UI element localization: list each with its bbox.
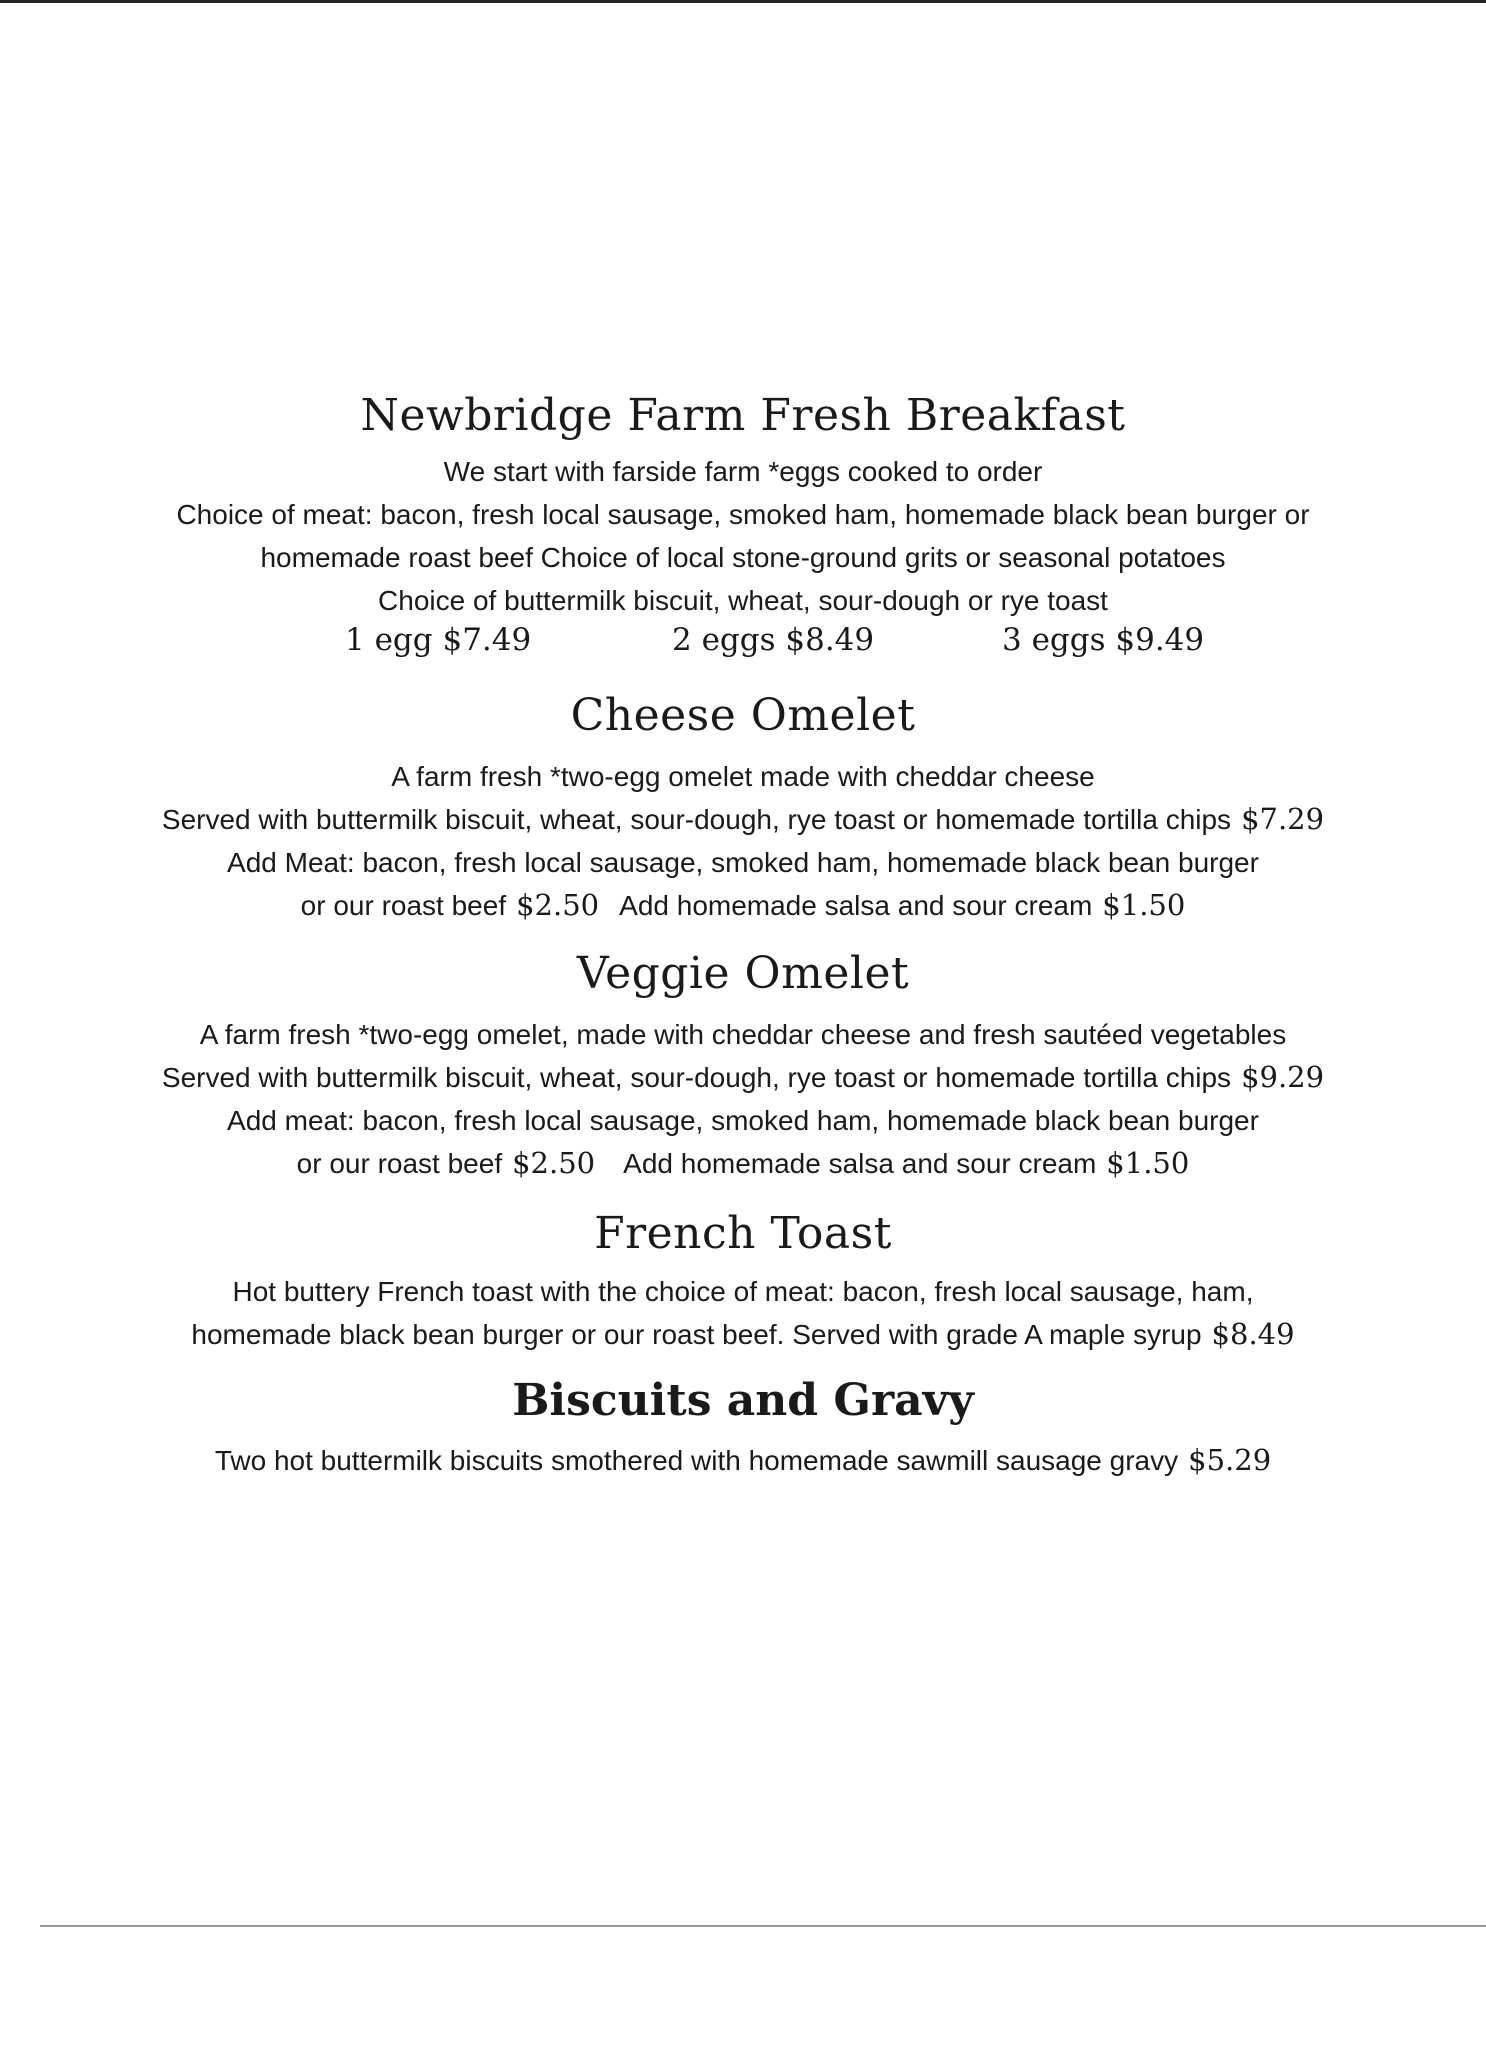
section-cheese-omelet xyxy=(0,690,1486,927)
section-title: Newbridge Farm Fresh Breakfast xyxy=(360,390,1126,441)
option-1-egg: 1 egg $7.49 xyxy=(345,622,532,658)
description-text: Two hot buttermilk biscuits smothered with homemade sawmill sausage gravy xyxy=(214,1445,1179,1476)
price: $8.49 xyxy=(1211,1317,1295,1351)
section-title: French Toast xyxy=(594,1208,892,1259)
price: $5.29 xyxy=(1188,1443,1272,1477)
description-line: Hot buttery French toast with the choice of meat: bacon, fresh local sausage, ham, xyxy=(232,1276,1254,1307)
description-line: Choice of meat: bacon, fresh local sausage, smoked ham, homemade black bean burger or xyxy=(176,499,1310,530)
served-with-text: Served with buttermilk biscuit, wheat, sour-dough, rye toast or homemade tortilla chips xyxy=(161,804,1232,835)
addon-salsa-price: $1.50 xyxy=(1102,888,1186,922)
section-title: Cheese Omelet xyxy=(570,690,916,741)
addons-line xyxy=(0,884,1486,927)
section-veggie-omelet xyxy=(0,948,1486,1185)
addon-salsa-text: Add homemade salsa and sour cream xyxy=(619,890,1093,921)
addon-salsa-price: $1.50 xyxy=(1106,1146,1190,1180)
description-line xyxy=(0,1056,1486,1099)
section-french-toast xyxy=(0,1208,1486,1356)
bottom-edge-rule xyxy=(40,1925,1486,1927)
description-line: Add meat: bacon, fresh local sausage, smoked ham, homemade black bean burger xyxy=(227,1105,1259,1136)
description-line xyxy=(0,1313,1486,1356)
option-3-eggs: 3 eggs $9.49 xyxy=(1002,622,1205,658)
addon-meat-text: or our roast beef xyxy=(300,890,507,921)
description-line: Choice of buttermilk biscuit, wheat, sour-dough or rye toast xyxy=(378,585,1108,616)
section-title: Veggie Omelet xyxy=(576,948,910,999)
addon-meat-price: $2.50 xyxy=(512,1146,596,1180)
section-biscuits-and-gravy xyxy=(0,1375,1486,1482)
description-line: We start with farside farm *eggs cooked to order xyxy=(443,456,1043,487)
description-line: A farm fresh *two-egg omelet made with cheddar cheese xyxy=(391,761,1095,792)
addon-meat-price: $2.50 xyxy=(516,888,600,922)
section-title: Biscuits and Gravy xyxy=(512,1375,974,1426)
description-line: A farm fresh *two-egg omelet, made with cheddar cheese and fresh sautéed vegetables xyxy=(199,1019,1287,1050)
description-line: homemade roast beef Choice of local stone-ground grits or seasonal potatoes xyxy=(260,542,1226,573)
addon-meat-text: or our roast beef xyxy=(296,1148,503,1179)
addons-line xyxy=(0,1142,1486,1185)
price: $7.29 xyxy=(1241,802,1325,836)
addon-salsa-text: Add homemade salsa and sour cream xyxy=(623,1148,1097,1179)
served-with-text: Served with buttermilk biscuit, wheat, sour-dough, rye toast or homemade tortilla chips xyxy=(161,1062,1232,1093)
description-line: Add Meat: bacon, fresh local sausage, smoked ham, homemade black bean burger xyxy=(227,847,1259,878)
description-line xyxy=(0,798,1486,841)
served-with-text: homemade black bean burger or our roast beef. Served with grade A maple syrup xyxy=(191,1319,1202,1350)
option-2-eggs: 2 eggs $8.49 xyxy=(672,622,875,658)
section-farm-fresh-breakfast xyxy=(0,390,1486,668)
price: $9.29 xyxy=(1241,1060,1325,1094)
top-edge-rule xyxy=(0,0,1486,3)
description-line xyxy=(0,1439,1486,1482)
egg-options-row xyxy=(0,622,1486,668)
